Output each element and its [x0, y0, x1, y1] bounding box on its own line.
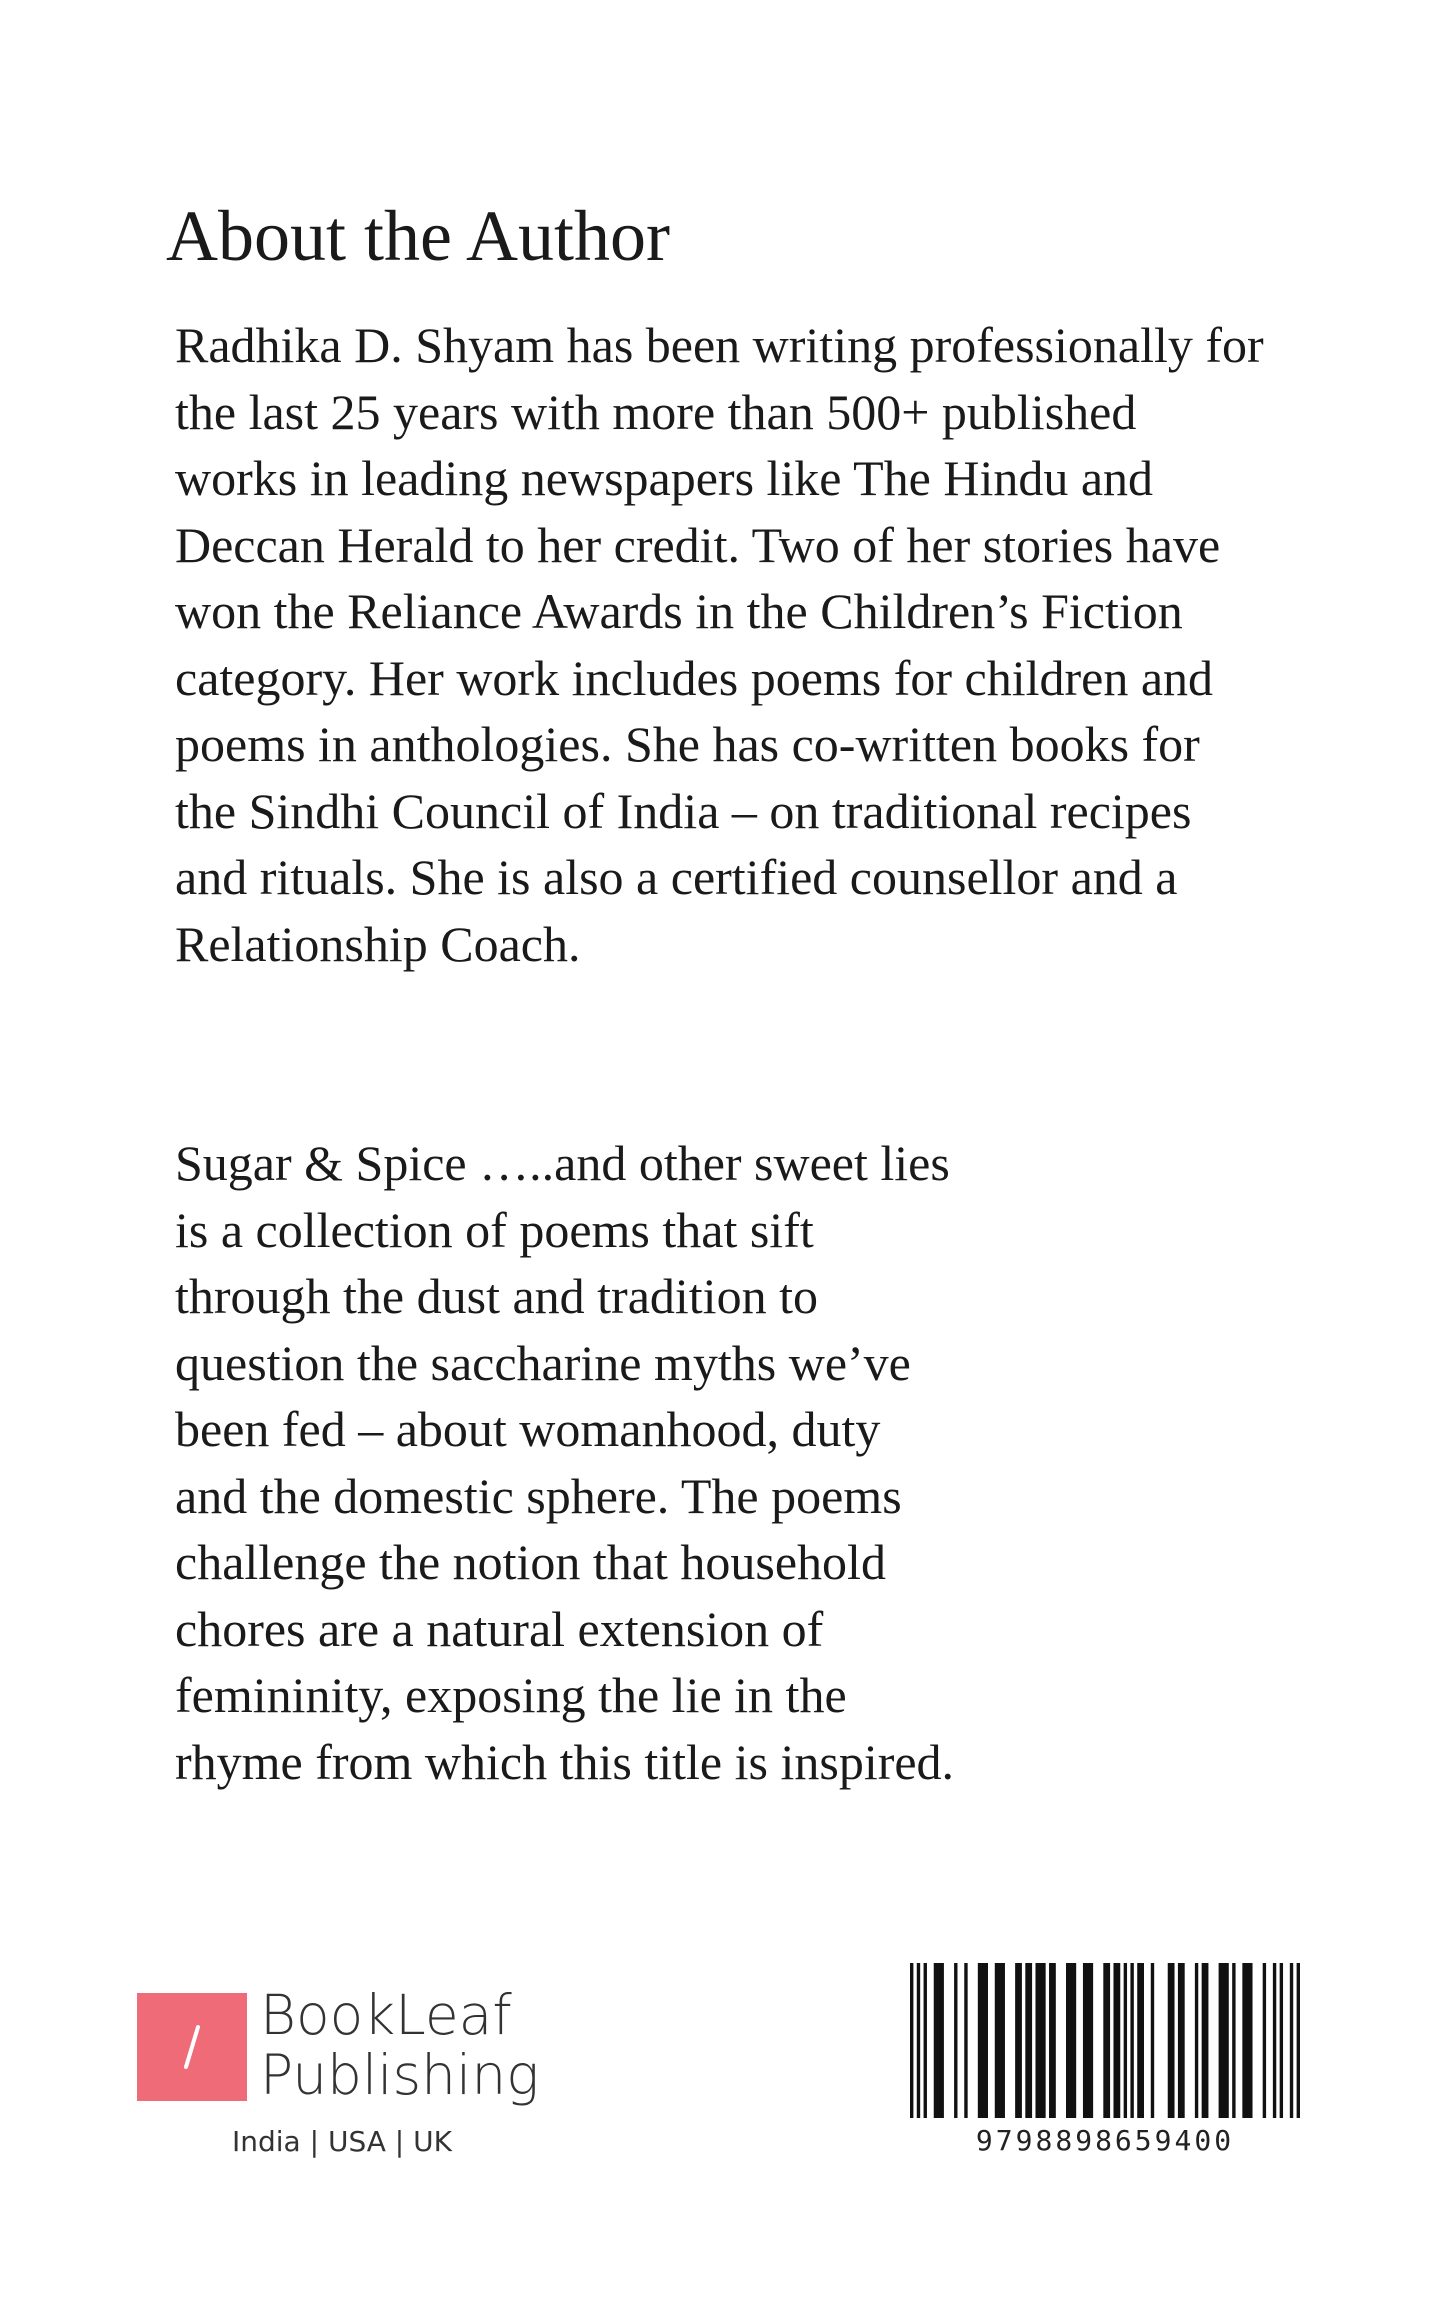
blurb-line: rhyme from which this title is inspired. — [175, 1733, 955, 1790]
publisher-logo — [137, 1993, 247, 2101]
blurb-line: question the saccharine myths we’ve — [175, 1334, 911, 1391]
bio-line: won the Reliance Awards in the Children’s Fiction — [175, 583, 1183, 639]
barcode-bar — [1202, 1963, 1209, 2118]
barcode-bar — [1130, 1963, 1133, 2118]
barcode-bar — [1242, 1963, 1252, 2118]
barcode-bar — [978, 1963, 988, 2118]
barcode-bar — [1297, 1963, 1300, 2118]
barcode-bar — [1219, 1963, 1229, 2118]
barcode-bar — [1178, 1963, 1185, 2118]
barcode-bar — [1113, 1963, 1120, 2118]
bio-line: Relationship Coach. — [175, 915, 581, 972]
bio-line: the Sindhi Council of India – on traditional recipes — [175, 782, 1192, 839]
barcode-bar — [964, 1963, 967, 2118]
blurb-line: been fed – about womanhood, duty — [175, 1401, 881, 1457]
barcode-bar — [1273, 1963, 1276, 2118]
barcode-bar — [1025, 1963, 1032, 2118]
barcode-bar — [1015, 1963, 1022, 2118]
barcode-bar — [934, 1963, 944, 2118]
bio-line: category. Her work includes poems for children and — [175, 649, 1214, 706]
bio-line: the last 25 years with more than 500+ published — [175, 383, 1137, 440]
bio-line: and rituals. She is also a certified counsellor and a — [175, 849, 1178, 905]
barcode — [910, 1963, 1300, 2118]
barcode-bar — [924, 1963, 927, 2118]
slash-icon — [137, 1993, 247, 2101]
barcode-bar — [1232, 1963, 1235, 2118]
barcode-bar — [1083, 1963, 1093, 2118]
barcode-bar — [917, 1963, 920, 2118]
about-heading: About the Author — [166, 196, 670, 276]
book-blurb — [175, 1130, 1035, 1795]
blurb-line: and the domestic sphere. The poems — [175, 1467, 902, 1524]
blurb-line: Sugar & Spice …..and other sweet lies — [175, 1135, 950, 1191]
publisher-name-line1: BookLeaf — [260, 1983, 512, 2047]
barcode-bar — [1137, 1963, 1144, 2118]
author-bio — [175, 312, 1305, 977]
barcode-bar — [1066, 1963, 1076, 2118]
barcode-bar — [1290, 1963, 1293, 2118]
bio-line: Deccan Herald to her credit. Two of her stories have — [175, 516, 1221, 573]
bio-line: works in leading newspapers like The Hindu and — [175, 450, 1154, 506]
blurb-line: chores are a natural extension of — [175, 1600, 824, 1657]
barcode-bar — [1151, 1963, 1154, 2118]
barcode-bar — [1124, 1963, 1127, 2118]
barcode-bar — [995, 1963, 1005, 2118]
blurb-line: through the dust and tradition to — [175, 1268, 818, 1324]
bio-line: Radhika D. Shyam has been writing professionally for — [175, 317, 1264, 373]
barcode-bar — [954, 1963, 957, 2118]
blurb-line: is a collection of poems that sift — [175, 1201, 814, 1258]
publisher-name-line2: Publishing — [260, 2043, 540, 2107]
barcode-bar — [1195, 1963, 1198, 2118]
barcode-bar — [1263, 1963, 1266, 2118]
barcode-bar — [1168, 1963, 1175, 2118]
publisher-locations: India | USA | UK — [232, 2125, 452, 2158]
barcode-bar — [1280, 1963, 1283, 2118]
publisher-name — [260, 1985, 539, 2105]
bio-line: poems in anthologies. She has co-written books for — [175, 716, 1200, 772]
barcode-bar — [1103, 1963, 1110, 2118]
blurb-line: challenge the notion that household — [175, 1534, 886, 1590]
isbn-number: 9798898659400 — [975, 2124, 1235, 2157]
barcode-bar — [1049, 1963, 1056, 2118]
barcode-bar — [1035, 1963, 1045, 2118]
barcode-bar — [910, 1963, 913, 2118]
blurb-line: femininity, exposing the lie in the — [175, 1667, 847, 1723]
